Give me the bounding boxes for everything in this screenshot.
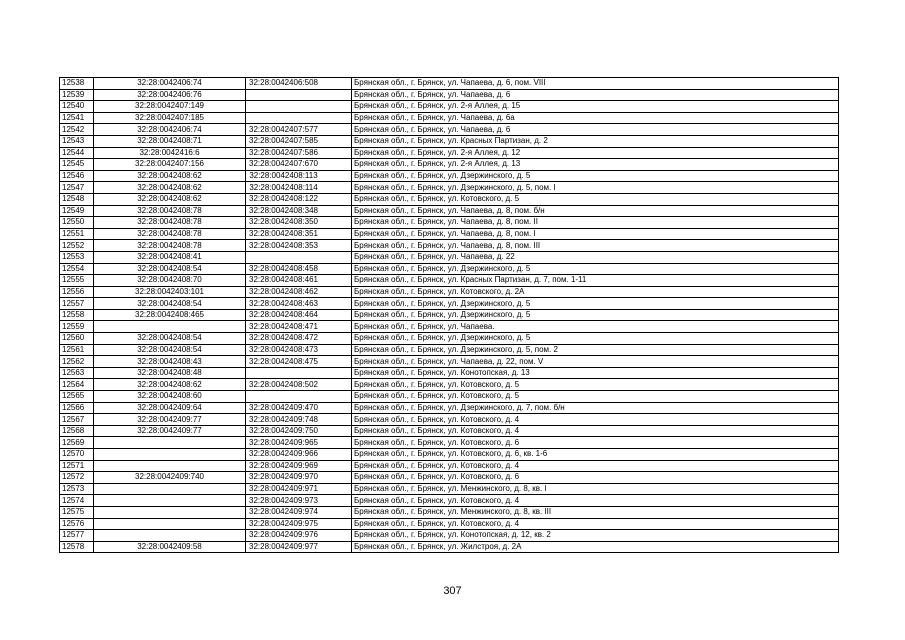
row-number-cell: 12560 xyxy=(60,333,94,345)
address-cell: Брянская обл., г. Брянск, ул. Котовского, д. 5 xyxy=(352,193,839,205)
row-number-cell: 12539 xyxy=(60,89,94,101)
parcel-number-cell: 32:28:0042416:6 xyxy=(94,147,246,159)
row-number-cell: 12554 xyxy=(60,263,94,275)
parcel-number-cell xyxy=(94,321,246,333)
address-cell: Брянская обл., г. Брянск, ул. Дзержинского, д. 5 xyxy=(352,309,839,321)
table-row xyxy=(60,425,839,437)
row-number-cell: 12557 xyxy=(60,298,94,310)
parcel-number-cell: 32:28:0042403:101 xyxy=(94,286,246,298)
parcel-number-cell: 32:28:0042408:48 xyxy=(94,367,246,379)
address-cell: Брянская обл., г. Брянск, ул. Чапаева, д. 6а xyxy=(352,112,839,124)
object-number-cell xyxy=(246,101,352,113)
table-row xyxy=(60,437,839,449)
object-number-cell: 32:28:0042409:966 xyxy=(246,449,352,461)
parcel-number-cell: 32:28:0042408:78 xyxy=(94,205,246,217)
address-cell: Брянская обл., г. Брянск, ул. Чапаева. xyxy=(352,321,839,333)
table-row xyxy=(60,414,839,426)
address-cell: Брянская обл., г. Брянск, ул. Дзержинского, д. 5 xyxy=(352,298,839,310)
table-row xyxy=(60,159,839,171)
row-number-cell: 12567 xyxy=(60,414,94,426)
object-number-cell: 32:28:0042409:970 xyxy=(246,472,352,484)
parcel-number-cell: 32:28:0042408:71 xyxy=(94,135,246,147)
address-cell: Брянская обл., г. Брянск, ул. Дзержинского, д. 5, пом. 2 xyxy=(352,344,839,356)
object-number-cell: 32:28:0042408:463 xyxy=(246,298,352,310)
row-number-cell: 12551 xyxy=(60,228,94,240)
address-cell: Брянская обл., г. Брянск, ул. Чапаева, д. 8, пом. II xyxy=(352,217,839,229)
address-cell: Брянская обл., г. Брянск, ул. Котовского, д. 6 xyxy=(352,437,839,449)
parcel-number-cell: 32:28:0042409:77 xyxy=(94,414,246,426)
row-number-cell: 12571 xyxy=(60,460,94,472)
parcel-number-cell: 32:28:0042408:60 xyxy=(94,391,246,403)
address-cell: Брянская обл., г. Брянск, ул. Чапаева, д. 6, пом. VIII xyxy=(352,78,839,90)
address-cell: Брянская обл., г. Брянск, ул. Конотопская, д. 12, кв. 2 xyxy=(352,530,839,542)
table-row xyxy=(60,251,839,263)
table-row xyxy=(60,309,839,321)
row-number-cell: 12559 xyxy=(60,321,94,333)
object-number-cell: 32:28:0042408:461 xyxy=(246,275,352,287)
parcel-number-cell: 32:28:0042408:70 xyxy=(94,275,246,287)
object-number-cell: 32:28:0042409:748 xyxy=(246,414,352,426)
parcel-number-cell: 32:28:0042409:77 xyxy=(94,425,246,437)
address-cell: Брянская обл., г. Брянск, ул. Котовского, д. 6 xyxy=(352,472,839,484)
address-cell: Брянская обл., г. Брянск, ул. Чапаева, д. 8, пом. III xyxy=(352,240,839,252)
object-number-cell: 32:28:0042408:113 xyxy=(246,170,352,182)
row-number-cell: 12569 xyxy=(60,437,94,449)
row-number-cell: 12565 xyxy=(60,391,94,403)
row-number-cell: 12543 xyxy=(60,135,94,147)
parcel-number-cell: 32:28:0042407:156 xyxy=(94,159,246,171)
row-number-cell: 12564 xyxy=(60,379,94,391)
address-cell: Брянская обл., г. Брянск, ул. Котовского, д. 6, кв. 1-6 xyxy=(352,449,839,461)
address-cell: Брянская обл., г. Брянск, ул. Дзержинского, д. 5, пом. I xyxy=(352,182,839,194)
row-number-cell: 12568 xyxy=(60,425,94,437)
object-number-cell: 32:28:0042406:508 xyxy=(246,78,352,90)
table-row xyxy=(60,228,839,240)
object-number-cell: 32:28:0042409:971 xyxy=(246,483,352,495)
object-number-cell: 32:28:0042408:471 xyxy=(246,321,352,333)
row-number-cell: 12546 xyxy=(60,170,94,182)
table-row xyxy=(60,182,839,194)
table-row xyxy=(60,379,839,391)
parcel-number-cell xyxy=(94,518,246,530)
table-row xyxy=(60,356,839,368)
table-row xyxy=(60,275,839,287)
row-number-cell: 12575 xyxy=(60,506,94,518)
parcel-number-cell xyxy=(94,449,246,461)
row-number-cell: 12558 xyxy=(60,309,94,321)
object-number-cell: 32:28:0042409:969 xyxy=(246,460,352,472)
object-number-cell: 32:28:0042408:475 xyxy=(246,356,352,368)
address-cell: Брянская обл., г. Брянск, ул. Чапаева, д. 8, пом. I xyxy=(352,228,839,240)
object-number-cell xyxy=(246,112,352,124)
address-cell: Брянская обл., г. Брянск, ул. Чапаева, д. 8, пом. б/н xyxy=(352,205,839,217)
address-cell: Брянская обл., г. Брянск, ул. Дзержинского, д. 7, пом. б/н xyxy=(352,402,839,414)
object-number-cell: 32:28:0042408:351 xyxy=(246,228,352,240)
table-row xyxy=(60,506,839,518)
table-row xyxy=(60,170,839,182)
object-number-cell: 32:28:0042409:965 xyxy=(246,437,352,449)
address-cell: Брянская обл., г. Брянск, ул. Котовского, д. 4 xyxy=(352,414,839,426)
table-row xyxy=(60,217,839,229)
object-number-cell: 32:28:0042408:348 xyxy=(246,205,352,217)
object-number-cell: 32:28:0042409:973 xyxy=(246,495,352,507)
row-number-cell: 12563 xyxy=(60,367,94,379)
address-cell: Брянская обл., г. Брянск, ул. Чапаева, д. 6 xyxy=(352,124,839,136)
parcel-number-cell: 32:28:0042409:740 xyxy=(94,472,246,484)
address-cell: Брянская обл., г. Брянск, ул. Конотопская, д. 13 xyxy=(352,367,839,379)
table-row xyxy=(60,460,839,472)
address-cell: Брянская обл., г. Брянск, ул. Красных Партизан, д. 7, пом. 1-11 xyxy=(352,275,839,287)
object-number-cell: 32:28:0042408:464 xyxy=(246,309,352,321)
parcel-number-cell xyxy=(94,437,246,449)
object-number-cell xyxy=(246,391,352,403)
table-row xyxy=(60,530,839,542)
table-row xyxy=(60,124,839,136)
row-number-cell: 12573 xyxy=(60,483,94,495)
table-row xyxy=(60,298,839,310)
object-number-cell: 32:28:0042408:472 xyxy=(246,333,352,345)
object-number-cell: 32:28:0042409:975 xyxy=(246,518,352,530)
row-number-cell: 12556 xyxy=(60,286,94,298)
registry-table xyxy=(59,77,839,553)
parcel-number-cell: 32:28:0042408:43 xyxy=(94,356,246,368)
parcel-number-cell: 32:28:0042408:41 xyxy=(94,251,246,263)
table-row xyxy=(60,193,839,205)
row-number-cell: 12561 xyxy=(60,344,94,356)
parcel-number-cell: 32:28:0042407:149 xyxy=(94,101,246,113)
row-number-cell: 12576 xyxy=(60,518,94,530)
address-cell: Брянская обл., г. Брянск, ул. Менжинского, д. 8, кв. I xyxy=(352,483,839,495)
address-cell: Брянская обл., г. Брянск, ул. Чапаева, д. 22, пом. V xyxy=(352,356,839,368)
table-row xyxy=(60,367,839,379)
parcel-number-cell: 32:28:0042408:78 xyxy=(94,240,246,252)
row-number-cell: 12562 xyxy=(60,356,94,368)
object-number-cell: 32:28:0042408:502 xyxy=(246,379,352,391)
parcel-number-cell: 32:28:0042408:54 xyxy=(94,263,246,275)
table-row xyxy=(60,78,839,90)
object-number-cell: 32:28:0042407:577 xyxy=(246,124,352,136)
address-cell: Брянская обл., г. Брянск, ул. Жилстроя, д. 2А xyxy=(352,541,839,553)
row-number-cell: 12574 xyxy=(60,495,94,507)
address-cell: Брянская обл., г. Брянск, ул. 2-я Аллея, д. 12 xyxy=(352,147,839,159)
address-cell: Брянская обл., г. Брянск, ул. Котовского, д. 5 xyxy=(352,391,839,403)
object-number-cell: 32:28:0042407:586 xyxy=(246,147,352,159)
row-number-cell: 12578 xyxy=(60,541,94,553)
table-row xyxy=(60,518,839,530)
parcel-number-cell: 32:28:0042406:74 xyxy=(94,78,246,90)
object-number-cell: 32:28:0042408:473 xyxy=(246,344,352,356)
address-cell: Брянская обл., г. Брянск, ул. Котовского, д. 4 xyxy=(352,518,839,530)
table-row xyxy=(60,495,839,507)
table-row xyxy=(60,333,839,345)
parcel-number-cell xyxy=(94,506,246,518)
table-row xyxy=(60,472,839,484)
object-number-cell: 32:28:0042407:670 xyxy=(246,159,352,171)
object-number-cell: 32:28:0042409:470 xyxy=(246,402,352,414)
parcel-number-cell: 32:28:0042406:76 xyxy=(94,89,246,101)
table-row xyxy=(60,391,839,403)
table-row xyxy=(60,147,839,159)
row-number-cell: 12541 xyxy=(60,112,94,124)
address-cell: Брянская обл., г. Брянск, ул. Котовского, д. 5 xyxy=(352,379,839,391)
row-number-cell: 12540 xyxy=(60,101,94,113)
row-number-cell: 12547 xyxy=(60,182,94,194)
object-number-cell: 32:28:0042408:122 xyxy=(246,193,352,205)
address-cell: Брянская обл., г. Брянск, ул. Красных Партизан, д. 2 xyxy=(352,135,839,147)
parcel-number-cell: 32:28:0042408:54 xyxy=(94,298,246,310)
row-number-cell: 12552 xyxy=(60,240,94,252)
row-number-cell: 12538 xyxy=(60,78,94,90)
table-row xyxy=(60,402,839,414)
address-cell: Брянская обл., г. Брянск, ул. Менжинского, д. 8, кв. III xyxy=(352,506,839,518)
table-row xyxy=(60,483,839,495)
row-number-cell: 12542 xyxy=(60,124,94,136)
object-number-cell xyxy=(246,89,352,101)
row-number-cell: 12544 xyxy=(60,147,94,159)
parcel-number-cell: 32:28:0042409:58 xyxy=(94,541,246,553)
parcel-number-cell: 32:28:0042408:62 xyxy=(94,379,246,391)
row-number-cell: 12549 xyxy=(60,205,94,217)
object-number-cell: 32:28:0042409:976 xyxy=(246,530,352,542)
table-row xyxy=(60,112,839,124)
address-cell: Брянская обл., г. Брянск, ул. Котовского, д. 4 xyxy=(352,495,839,507)
object-number-cell: 32:28:0042409:750 xyxy=(246,425,352,437)
row-number-cell: 12545 xyxy=(60,159,94,171)
address-cell: Брянская обл., г. Брянск, ул. Котовского, д. 4 xyxy=(352,425,839,437)
row-number-cell: 12548 xyxy=(60,193,94,205)
address-cell: Брянская обл., г. Брянск, ул. Котовского, д. 2А xyxy=(352,286,839,298)
address-cell: Брянская обл., г. Брянск, ул. 2-я Аллея, д. 13 xyxy=(352,159,839,171)
object-number-cell: 32:28:0042407:585 xyxy=(246,135,352,147)
registry-table-body xyxy=(60,78,839,553)
table-row xyxy=(60,286,839,298)
table-row xyxy=(60,263,839,275)
parcel-number-cell xyxy=(94,495,246,507)
object-number-cell: 32:28:0042408:353 xyxy=(246,240,352,252)
row-number-cell: 12555 xyxy=(60,275,94,287)
object-number-cell xyxy=(246,367,352,379)
table-row xyxy=(60,89,839,101)
address-cell: Брянская обл., г. Брянск, ул. Котовского, д. 4 xyxy=(352,460,839,472)
parcel-number-cell xyxy=(94,460,246,472)
object-number-cell: 32:28:0042408:114 xyxy=(246,182,352,194)
table-row xyxy=(60,541,839,553)
address-cell: Брянская обл., г. Брянск, ул. Дзержинского, д. 5 xyxy=(352,333,839,345)
object-number-cell: 32:28:0042408:350 xyxy=(246,217,352,229)
parcel-number-cell xyxy=(94,483,246,495)
row-number-cell: 12577 xyxy=(60,530,94,542)
address-cell: Брянская обл., г. Брянск, ул. Дзержинского, д. 5 xyxy=(352,263,839,275)
address-cell: Брянская обл., г. Брянск, ул. Дзержинского, д. 5 xyxy=(352,170,839,182)
table-row xyxy=(60,321,839,333)
table-row xyxy=(60,135,839,147)
table-row xyxy=(60,101,839,113)
parcel-number-cell: 32:28:0042408:465 xyxy=(94,309,246,321)
row-number-cell: 12566 xyxy=(60,402,94,414)
table-row xyxy=(60,240,839,252)
page-number: 307 xyxy=(443,585,462,597)
object-number-cell: 32:28:0042408:458 xyxy=(246,263,352,275)
object-number-cell: 32:28:0042409:974 xyxy=(246,506,352,518)
object-number-cell xyxy=(246,251,352,263)
table-row xyxy=(60,449,839,461)
address-cell: Брянская обл., г. Брянск, ул. Чапаева, д. 6 xyxy=(352,89,839,101)
table-row xyxy=(60,205,839,217)
object-number-cell: 32:28:0042408:462 xyxy=(246,286,352,298)
table-row xyxy=(60,344,839,356)
parcel-number-cell: 32:28:0042409:64 xyxy=(94,402,246,414)
parcel-number-cell: 32:28:0042406:74 xyxy=(94,124,246,136)
row-number-cell: 12572 xyxy=(60,472,94,484)
parcel-number-cell: 32:28:0042408:62 xyxy=(94,182,246,194)
parcel-number-cell: 32:28:0042408:54 xyxy=(94,344,246,356)
parcel-number-cell: 32:28:0042408:78 xyxy=(94,228,246,240)
row-number-cell: 12570 xyxy=(60,449,94,461)
parcel-number-cell: 32:28:0042408:62 xyxy=(94,193,246,205)
parcel-number-cell: 32:28:0042408:62 xyxy=(94,170,246,182)
address-cell: Брянская обл., г. Брянск, ул. Чапаева, д. 22 xyxy=(352,251,839,263)
address-cell: Брянская обл., г. Брянск, ул. 2-я Аллея, д. 15 xyxy=(352,101,839,113)
parcel-number-cell: 32:28:0042407:185 xyxy=(94,112,246,124)
row-number-cell: 12553 xyxy=(60,251,94,263)
parcel-number-cell: 32:28:0042408:78 xyxy=(94,217,246,229)
row-number-cell: 12550 xyxy=(60,217,94,229)
parcel-number-cell xyxy=(94,530,246,542)
parcel-number-cell: 32:28:0042408:54 xyxy=(94,333,246,345)
object-number-cell: 32:28:0042409:977 xyxy=(246,541,352,553)
